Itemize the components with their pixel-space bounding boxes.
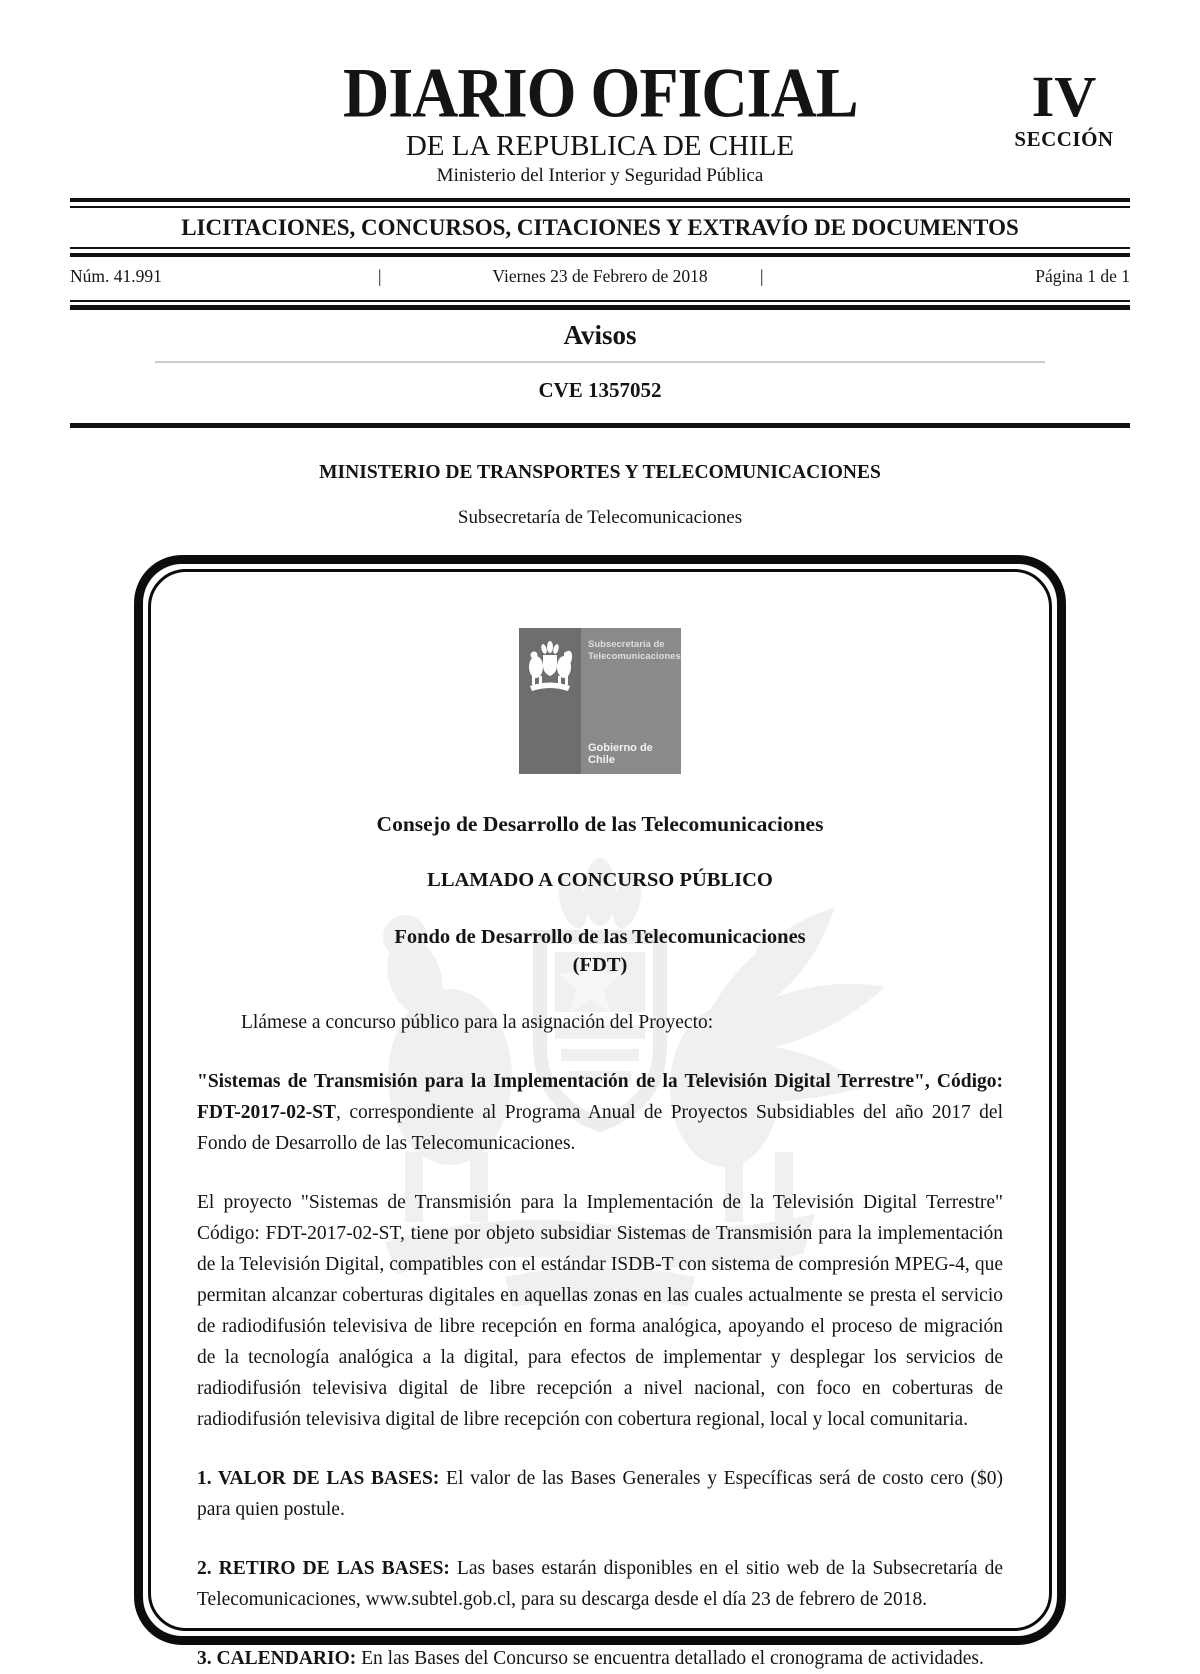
issue-info-bar: [70, 266, 1130, 292]
section-label: SECCIÓN: [1014, 127, 1114, 152]
section-number: IV: [1031, 64, 1097, 129]
fund-heading: [197, 924, 1003, 979]
intro-paragraph: Llámese a concurso público para la asignación del Proyecto:: [241, 1012, 714, 1034]
chile-coat-of-arms-icon: [528, 641, 572, 693]
item-1-label: 1. VALOR DE LAS BASES:: [197, 1468, 440, 1490]
page-indicator: Página 1 de 1: [1035, 266, 1130, 287]
gazette-title: DIARIO OFICIAL: [342, 53, 858, 133]
council-heading: Consejo de Desarrollo de las Telecomunicaciones: [376, 812, 824, 837]
subtel-logo-emblem-panel: [519, 628, 581, 774]
double-rule-info: [70, 300, 1130, 310]
avisos-heading: Avisos: [563, 320, 637, 351]
fund-heading-abbr: (FDT): [572, 953, 628, 976]
project-title-rest: , correspondiente al Programa Anual de Proyectos Subsidiables del año 2017 del Fondo de Desarrollo de las Telecomunicaciones.: [197, 1102, 1003, 1155]
public-call-heading: LLAMADO A CONCURSO PÚBLICO: [427, 869, 773, 892]
light-divider: [155, 361, 1045, 363]
item-valor-bases: [197, 1463, 1003, 1525]
cve-code: CVE 1357052: [538, 378, 662, 403]
description-paragraph: El proyecto "Sistemas de Transmisión para la Implementación de la Televisión Digital Terrestre" Código: FDT-2017-02-ST, tiene por objeto subsidiar Sistemas de Transmisión para la implementación de la Televisión Digital, compatibles con el estándar ISDB-T con sistema de compresión MPEG-4, que permitan alcanzar coberturas digitales en aquellas zonas en las cuales actualmente se presta el servicio de radiodifusión televisiva de libre recepción en forma analógica, apoyando el proceso de migración de la tecnología analógica a la digital, para efectos de implementar y desplegar los servicios de radiodifusión televisiva digital de libre recepción a nivel nacional, con foco en coberturas de radiodifusión televisiva digital de libre recepción con cobertura regional, local y local comunitaria.: [197, 1192, 1003, 1431]
page: [70, 0, 1130, 1670]
subtel-logo: [519, 628, 681, 774]
separator-right: |: [760, 266, 764, 287]
separator-left: |: [378, 266, 382, 287]
item-1-text: El valor de las Bases Generales y Específicas será de costo cero ($0) para quien postule.: [197, 1468, 1003, 1521]
issue-date: Viernes 23 de Febrero de 2018: [492, 266, 708, 287]
thick-divider: [70, 423, 1130, 428]
section-banner: LICITACIONES, CONCURSOS, CITACIONES Y EXTRAVÍO DE DOCUMENTOS: [181, 215, 1019, 241]
project-title-bold: "Sistemas de Transmisión para la Implementación de la Televisión Digital Terrestre", Código: FDT-2017-02-ST: [197, 1071, 1003, 1124]
gazette-ministry-line: Ministerio del Interior y Seguridad Pública: [436, 165, 764, 187]
masthead: [70, 53, 1130, 188]
item-calendario: [197, 1643, 1003, 1674]
project-paragraph: [197, 1066, 1003, 1159]
notice-box-inner: [148, 569, 1052, 1670]
ministry-title: MINISTERIO DE TRANSPORTES Y TELECOMUNICACIONES: [319, 462, 881, 484]
gazette-subtitle: DE LA REPUBLICA DE CHILE: [405, 130, 795, 162]
subtel-logo-government-label: Gobierno de Chile: [588, 742, 653, 767]
item-retiro-bases: [197, 1553, 1003, 1615]
double-rule-banner: [70, 247, 1130, 257]
item-2-label: 2. RETIRO DE LAS BASES:: [197, 1558, 450, 1580]
notice-box: [134, 555, 1066, 1670]
ministry-subtitle: Subsecretaría de Telecomunicaciones: [457, 507, 743, 529]
subtel-logo-org-name: Subsecretaría de Telecomunicaciones: [588, 639, 681, 663]
section-block: [1004, 64, 1124, 152]
subtel-logo-text-panel: [581, 628, 681, 774]
issue-number: Núm. 41.991: [70, 266, 162, 287]
item-3-label: 3. CALENDARIO:: [197, 1648, 357, 1670]
item-2-text: Las bases estarán disponibles en el sitio web de la Subsecretaría de Telecomunicaciones, www.subtel.gob.cl, para su descarga desde el día 23 de febrero de 2018.: [197, 1558, 1003, 1611]
fund-heading-name: Fondo de Desarrollo de las Telecomunicaciones: [394, 926, 806, 949]
double-rule-top: [70, 198, 1130, 208]
item-3-text: En las Bases del Concurso se encuentra detallado el cronograma de actividades.: [356, 1648, 984, 1670]
